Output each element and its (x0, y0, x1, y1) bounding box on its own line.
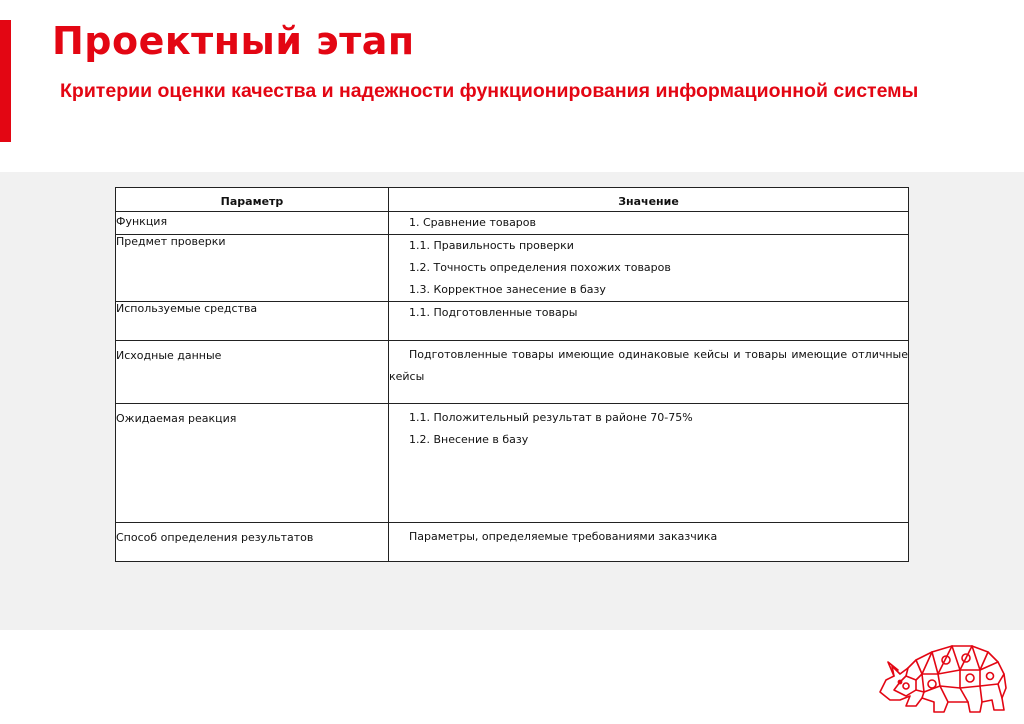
param-cell: Ожидаемая реакция (116, 404, 389, 523)
param-cell: Используемые средства (116, 302, 389, 341)
value-line: 1.3. Корректное занесение в базу (409, 283, 606, 296)
header-value: Значение (389, 188, 909, 212)
table-header-row (116, 188, 909, 212)
param-cell: Исходные данные (116, 341, 389, 404)
header-param: Параметр (116, 188, 389, 212)
value-line: 1.1. Положительный результат в районе 70-75% (409, 411, 693, 424)
param-cell: Способ определения результатов (116, 523, 389, 562)
param-cell: Функция (116, 212, 389, 235)
param-cell: Предмет проверки (116, 235, 389, 302)
value-cell (389, 212, 909, 235)
table-row (116, 235, 909, 302)
value-cell (389, 302, 909, 341)
table-row (116, 523, 909, 562)
table-row (116, 341, 909, 404)
value-cell (389, 523, 909, 562)
table-row (116, 302, 909, 341)
value-paragraph: Подготовленные товары имеющие одинаковые кейсы и товары имеющие отличные кейсы (389, 348, 908, 383)
rhino-logo-icon (876, 640, 1012, 716)
value-line: 1.1. Подготовленные товары (409, 306, 578, 319)
slide-subtitle: Критерии оценки качества и надежности функционирования информационной системы (60, 80, 919, 102)
value-line: 1.2. Точность определения похожих товаров (409, 261, 671, 274)
value-cell (389, 404, 909, 523)
slide-title: Проектный этап (52, 19, 415, 63)
value-line: Параметры, определяемые требованиями заказчика (409, 530, 718, 543)
table-row (116, 212, 909, 235)
value-line: 1.2. Внесение в базу (409, 433, 529, 446)
value-line: 1.1. Правильность проверки (409, 239, 574, 252)
accent-bar (0, 20, 11, 142)
value-cell (389, 341, 909, 404)
criteria-table (115, 187, 909, 562)
value-cell (389, 235, 909, 302)
value-line: 1. Сравнение товаров (409, 216, 536, 229)
table-row (116, 404, 909, 523)
